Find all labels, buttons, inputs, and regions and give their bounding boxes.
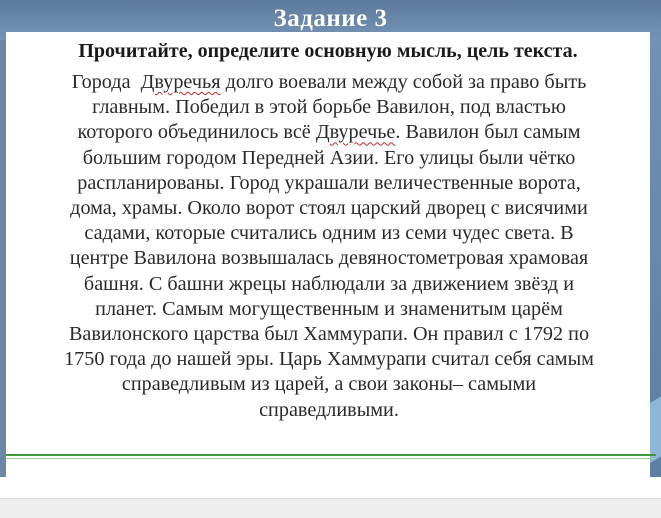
passage-text: большим городом Передней Азии. Его улицы были чётко [82, 146, 576, 169]
task-instruction: Прочитайте, определите основную мысль, цель текста. [78, 40, 578, 62]
passage-text: справедливыми. [259, 398, 399, 421]
passage-text: главным. Победил в этой борьбе Вавилон, под властью [92, 96, 566, 119]
passage-line [14, 272, 644, 297]
passage-line [14, 196, 644, 221]
passage-line [14, 70, 644, 95]
passage-text: которого объединилось всё [77, 121, 316, 144]
passage-text: Города [71, 71, 141, 93]
passage-text: долго воевали между собой за право быть [220, 71, 587, 93]
passage-line [14, 120, 644, 145]
reading-passage [14, 70, 644, 423]
bottom-toolbar [0, 498, 661, 518]
passage-line [14, 398, 644, 423]
spellcheck-word: Двуречья [140, 71, 221, 93]
passage-line [14, 95, 644, 120]
passage-text: дома, храмы. Около ворот стоял царский дворец с висячими [70, 197, 588, 220]
passage-text: Вавилонского царства был Хаммурапи. Он правил с 1792 по [68, 323, 590, 346]
passage-line [14, 297, 644, 322]
passage-line [14, 146, 644, 171]
footer-divider-line [6, 454, 656, 456]
passage-line [14, 322, 644, 347]
passage-line [14, 372, 644, 397]
passage-text: . Вавилон был самым [395, 121, 581, 144]
passage-text: справедливым из царей, а свои законы– самыми [121, 373, 537, 396]
passage-text: садами, которые считались одним из семи чудес света. В [84, 222, 574, 245]
passage-line [14, 246, 644, 271]
spellcheck-word: Двуречье [315, 121, 396, 144]
passage-line [14, 347, 644, 372]
passage-text: распланированы. Город украшали величественные ворота, [77, 171, 581, 194]
passage-text: планет. Самым могущественным и знаменитым царём [95, 297, 563, 320]
passage-line [14, 171, 644, 196]
slide-title: Задание 3 [273, 5, 388, 32]
passage-text: 1750 года до нашей эры. Царь Хаммурапи считал себя самым [64, 348, 594, 371]
passage-text: башня. С башни жрецы наблюдали за движением звёзд и [83, 272, 575, 295]
text-card [6, 32, 650, 477]
passage-line [14, 221, 644, 246]
passage-text: центре Вавилона возвышалась девяностометровая храмовая [69, 247, 589, 270]
footer-divider-line-light [6, 458, 656, 459]
